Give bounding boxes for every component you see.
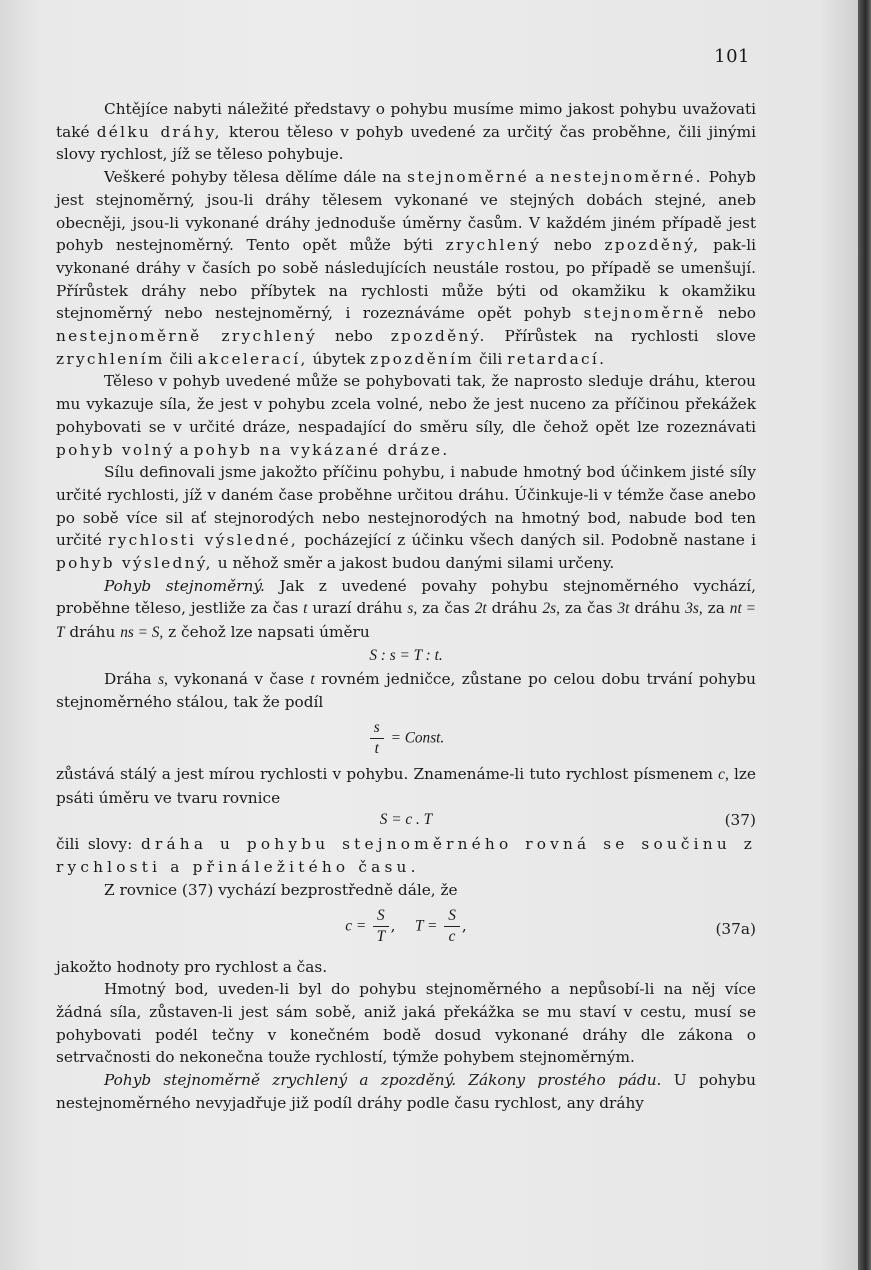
paragraph-speed-intro: Chtějíce nabyti náležité představy o pohybu musíme mimo jakost pohybu uvažovati také délku dráhy, kterou těleso v pohyb uvedené za určitý čas proběhne, čili jinými slovy rychlost, jíž se těleso pohybuje.: [56, 100, 756, 164]
fraction-s-over-t: $\frac{s}{t}$: [370, 718, 384, 759]
equation-37-expr: S = c . T: [379, 811, 433, 829]
paragraph-accelerated: Pohyb stejnoměrně zrychlený a zpozděný. Zákony prostého pádu. U pohybu nestejnoměrného nevyjadřuje již podíl dráhy podle času rychlost, any dráhy: [56, 1071, 756, 1112]
equation-const: $\frac{s}{t}$ = Const.: [56, 718, 756, 759]
paragraph-from-equation: Z rovnice (37) vychází bezprostředně dále, že: [104, 880, 458, 899]
paragraph-free-constrained: Těleso v pohyb uvedené může se pohybovati tak, že naprosto sleduje dráhu, kterou mu vykazuje síla, že jest v pohybu zcela volné, nebo že jest nuceno za příčinou překážek pohybovati se v určité dráze, nespadající do směru síly, dle čehož opět lze rozeznávati pohyb volný a pohyb na vykázané dráze.: [56, 372, 756, 459]
page-body: [56, 98, 756, 1114]
paragraph-uniform-motion: Pohyb stejnoměrný. Jak z uvedené povahy pohybu stejnoměrného vychází, proběhne těleso, jestliže za čas t urazí dráhu s, za čas 2t dráhu 2s, za čas 3t dráhu 3s, za nt = T dráhu ns = S, z čehož lze napsati úměru: [56, 576, 756, 642]
book-spine-edge: [858, 0, 871, 1270]
equation-37a-number: (37a): [715, 919, 756, 938]
paragraph-force-resultant: Sílu definovali jsme jakožto příčinu pohybu, i nabude hmotný bod účinkem jisté síly určité rychlosti, jíž v daném čase proběhne určitou dráhu. Účinkuje-li v témže čase anebo po sobě více sil ať stejnorodých nebo nestejnorodých na hmotný bod, nabude bod ten určité rychlosti výsledné, pocházející z účinku všech daných sil. Podobně nastane i pohyb výsledný, u něhož směr a jakost budou danými silami určeny.: [56, 463, 756, 573]
paragraph-velocity: zůstává stálý a jest mírou rychlosti v pohybu. Znamenáme-li tuto rychlost písmenem c, lze psáti úměru ve tvaru rovnice: [56, 764, 756, 807]
paragraph-quotient: Dráha s, vykonaná v čase t rovném jedničce, zůstane po celou dobu trvání pohybu stejnoměrného stálou, tak že podíl: [56, 669, 757, 712]
equation-37-number: (37): [724, 811, 756, 830]
paragraph-inertia: Hmotný bod, uveden-li byl do pohybu stejnoměrného a nepůsobí-li na něj více žádná síla, zůstaven-li jest sám sobě, aniž jaká překážka se mu staví v cestu, musí se pohybovati podél tečny v konečném bodě dosud vykonané dráhy dle zákona o setrvačnosti do nekonečna touže rychlostí, týmže pohybem stejnoměrným.: [56, 980, 756, 1067]
equation-proportion: S : s = T : t.: [369, 646, 443, 664]
section-heading-accelerated: Pohyb stejnoměrně zrychlený a zpozděný. Zákony prostého pádu.: [104, 1071, 662, 1090]
fraction-S-over-T: $\frac{S}{T}$: [373, 906, 389, 947]
paragraph-values: jakožto hodnoty pro rychlost a čas.: [56, 957, 328, 976]
equation-37a-expr: c = $\frac{S}{T}$ , T = $\frac{S}{c}$ ,: [345, 906, 467, 945]
fraction-S-over-c: $\frac{S}{c}$: [444, 906, 460, 947]
equation-37: [56, 809, 756, 833]
paragraph-motion-types: Veškeré pohyby tělesa dělíme dále na stejnoměrné a nestejnoměrné. Pohyb jest stejnoměrný, jsou-li dráhy tělesem vykonané ve stejných dobách stejné, aneb obecněji, jsou-li vykonané dráhy jednoduše úměrny časům. V každém jiném případě jest pohyb nestejnoměrný. Tento opět může býti zrychlený nebo zpozděný, pak-li vykonané dráhy v časích po sobě následujících neustále rostou, po případě se umenšují. Přírůstek dráhy nebo příbytek na rychlosti může býti od okamžiku k okamžiku stejnoměrný nebo nestejnoměrný, i rozeznáváme opět pohyb stejnoměrně nebo nestejnoměrně zrychlený nebo zpozděný. Přírůstek na rychlosti slove zrychlením čili akcelerací, úbytek zpozděním čili retardací.: [56, 168, 756, 368]
section-heading-uniform: Pohyb stejnoměrný.: [104, 576, 265, 595]
page-number: 101: [714, 46, 750, 67]
equation-37a: [56, 904, 756, 954]
paragraph-in-words: čili slovy: dráha u pohybu stejnoměrného rovná se součinu z rychlosti a přináležitého času.: [56, 835, 756, 877]
